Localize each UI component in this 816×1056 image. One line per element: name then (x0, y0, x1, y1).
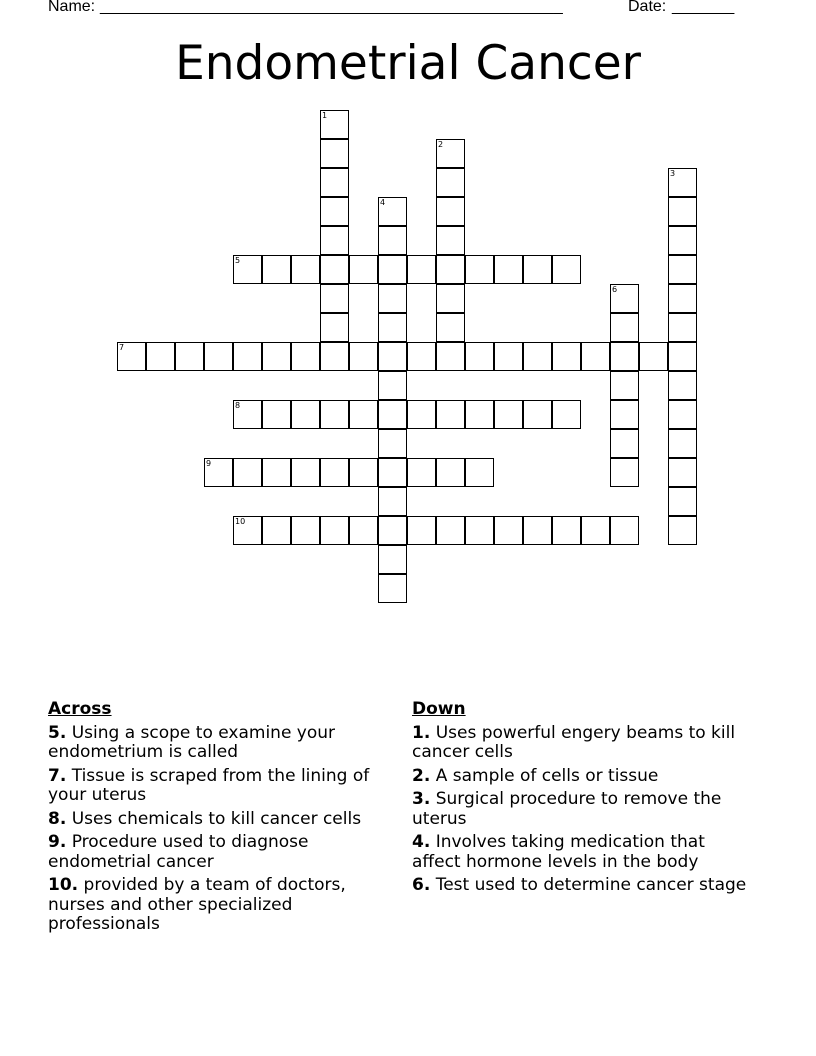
grid-cell[interactable] (378, 226, 407, 255)
grid-cell[interactable] (523, 516, 552, 545)
grid-cell[interactable] (668, 429, 697, 458)
grid-cell[interactable] (552, 342, 581, 371)
grid-cell[interactable] (378, 429, 407, 458)
grid-cell[interactable] (494, 255, 523, 284)
page-title: Endometrial Cancer (175, 36, 641, 91)
grid-cell[interactable] (204, 342, 233, 371)
cell-number: 2 (438, 140, 444, 149)
clue-text: Tissue is scraped from the lining of your uterus (48, 765, 370, 805)
grid-cell[interactable] (436, 255, 465, 284)
grid-cell[interactable] (378, 255, 407, 284)
grid-cell[interactable] (407, 342, 436, 371)
grid-cell[interactable] (378, 342, 407, 371)
grid-cell[interactable] (668, 516, 697, 545)
cell-number: 6 (612, 285, 618, 294)
grid-cell[interactable] (523, 400, 552, 429)
clue-text: Using a scope to examine your endometrium is called (48, 722, 336, 762)
clue-number: 2. (412, 765, 431, 786)
grid-cell[interactable] (668, 400, 697, 429)
grid-cell[interactable] (668, 226, 697, 255)
clue-text: Procedure used to diagnose endometrial cancer (48, 832, 309, 872)
grid-cell[interactable] (320, 516, 349, 545)
grid-cell[interactable] (291, 342, 320, 371)
grid-cell[interactable] (146, 342, 175, 371)
grid-cell[interactable] (668, 168, 697, 197)
grid-cell[interactable] (610, 371, 639, 400)
grid-cell[interactable] (407, 255, 436, 284)
name-label: Name: (48, 0, 96, 15)
grid-cell[interactable] (378, 487, 407, 516)
grid-cell[interactable] (494, 342, 523, 371)
grid-cell[interactable] (349, 458, 378, 487)
grid-cell[interactable] (668, 197, 697, 226)
cell-number: 3 (670, 169, 676, 178)
down-clues (412, 700, 757, 900)
grid-cell[interactable] (436, 226, 465, 255)
grid-cell[interactable] (465, 400, 494, 429)
grid-cell[interactable] (320, 197, 349, 226)
down-clue (412, 790, 757, 829)
grid-cell[interactable] (639, 342, 668, 371)
grid-cell[interactable] (668, 371, 697, 400)
grid-cell[interactable] (291, 255, 320, 284)
grid-cell[interactable] (552, 255, 581, 284)
grid-cell[interactable] (610, 342, 639, 371)
clue-text: provided by a team of doctors, nurses and other specialized professionals (48, 875, 346, 934)
cell-number: 9 (206, 459, 212, 468)
down-clue (412, 833, 757, 872)
grid-cell[interactable] (262, 255, 291, 284)
grid-cell[interactable] (291, 516, 320, 545)
down-clue (412, 767, 757, 787)
grid-cell[interactable] (610, 458, 639, 487)
grid-cell[interactable] (610, 516, 639, 545)
grid-cell[interactable] (436, 197, 465, 226)
across-clue (48, 724, 393, 763)
grid-cell[interactable] (320, 255, 349, 284)
grid-cell[interactable] (320, 139, 349, 168)
grid-cell[interactable] (436, 313, 465, 342)
across-clues (48, 700, 393, 939)
grid-cell[interactable] (233, 516, 262, 545)
grid-cell[interactable] (581, 342, 610, 371)
grid-cell[interactable] (291, 458, 320, 487)
clue-number: 4. (412, 832, 431, 852)
grid-cell[interactable] (436, 168, 465, 197)
grid-cell[interactable] (465, 458, 494, 487)
grid-cell[interactable] (668, 342, 697, 371)
clue-text: Uses powerful engery beams to kill cancer cells (412, 722, 736, 762)
grid-cell[interactable] (233, 458, 262, 487)
grid-cell[interactable] (349, 342, 378, 371)
grid-cell[interactable] (349, 400, 378, 429)
grid-cell[interactable] (407, 400, 436, 429)
grid-cell[interactable] (436, 342, 465, 371)
grid-cell[interactable] (320, 284, 349, 313)
clue-text: Uses chemicals to kill cancer cells (71, 808, 362, 829)
grid-cell[interactable] (436, 284, 465, 313)
grid-cell[interactable] (378, 400, 407, 429)
grid-cell[interactable] (378, 458, 407, 487)
grid-cell[interactable] (349, 255, 378, 284)
cell-number: 5 (235, 256, 241, 265)
clue-number: 10. (48, 875, 79, 895)
grid-cell[interactable] (320, 342, 349, 371)
cell-number: 1 (322, 111, 328, 120)
grid-cell[interactable] (378, 545, 407, 574)
clue-number: 1. (412, 722, 431, 743)
grid-cell[interactable] (465, 255, 494, 284)
grid-cell[interactable] (581, 516, 610, 545)
grid-cell[interactable] (523, 342, 552, 371)
grid-cell[interactable] (436, 139, 465, 168)
grid-cell[interactable] (465, 516, 494, 545)
down-clue (412, 724, 757, 763)
cell-number: 8 (235, 401, 241, 410)
grid-cell[interactable] (378, 284, 407, 313)
down-heading: Down (412, 699, 466, 719)
clue-text: Surgical procedure to remove the uterus (412, 789, 722, 829)
grid-cell[interactable] (320, 110, 349, 139)
date-label: Date: (628, 0, 667, 15)
across-clue (48, 833, 393, 872)
grid-cell[interactable] (494, 516, 523, 545)
grid-cell[interactable] (668, 255, 697, 284)
grid-cell[interactable] (436, 400, 465, 429)
clue-number: 7. (48, 765, 67, 786)
grid-cell[interactable] (494, 400, 523, 429)
across-heading: Across (48, 699, 112, 719)
clue-number: 3. (412, 789, 431, 809)
grid-cell[interactable] (291, 400, 320, 429)
across-clue (48, 810, 393, 830)
date-field[interactable]: _______ (672, 0, 735, 15)
grid-cell[interactable] (407, 516, 436, 545)
cell-number: 10 (235, 517, 246, 526)
grid-cell[interactable] (523, 255, 552, 284)
grid-cell[interactable] (320, 400, 349, 429)
cell-number: 4 (380, 198, 386, 207)
grid-cell[interactable] (262, 342, 291, 371)
clue-text: Involves taking medication that affect hormone levels in the body (412, 832, 705, 872)
cell-number: 7 (119, 343, 125, 352)
grid-cell[interactable] (668, 487, 697, 516)
grid-cell[interactable] (465, 342, 494, 371)
grid-cell[interactable] (262, 516, 291, 545)
grid-cell[interactable] (320, 226, 349, 255)
grid-cell[interactable] (378, 516, 407, 545)
across-clue (48, 876, 393, 935)
grid-cell[interactable] (552, 400, 581, 429)
grid-cell[interactable] (378, 197, 407, 226)
grid-cell[interactable] (610, 400, 639, 429)
grid-cell[interactable] (262, 400, 291, 429)
grid-cell[interactable] (436, 458, 465, 487)
grid-cell[interactable] (610, 429, 639, 458)
grid-cell[interactable] (262, 458, 291, 487)
grid-cell[interactable] (349, 516, 378, 545)
grid-cell[interactable] (610, 284, 639, 313)
clue-number: 9. (48, 832, 67, 852)
grid-cell[interactable] (668, 458, 697, 487)
down-clue (412, 876, 757, 896)
grid-cell[interactable] (610, 313, 639, 342)
grid-cell[interactable] (320, 313, 349, 342)
grid-cell[interactable] (407, 458, 436, 487)
grid-cell[interactable] (436, 516, 465, 545)
grid-cell[interactable] (378, 371, 407, 400)
grid-cell[interactable] (233, 255, 262, 284)
grid-cell[interactable] (204, 458, 233, 487)
grid-cell[interactable] (320, 168, 349, 197)
grid-cell[interactable] (378, 574, 407, 603)
grid-cell[interactable] (668, 313, 697, 342)
clue-text: Test used to determine cancer stage (435, 875, 747, 895)
grid-cell[interactable] (175, 342, 204, 371)
clue-number: 6. (412, 875, 431, 895)
grid-cell[interactable] (552, 516, 581, 545)
grid-cell[interactable] (233, 400, 262, 429)
grid-cell[interactable] (320, 458, 349, 487)
clue-number: 8. (48, 808, 67, 829)
across-clue (48, 767, 393, 806)
grid-cell[interactable] (117, 342, 146, 371)
clue-text: A sample of cells or tissue (435, 765, 659, 786)
name-field[interactable]: ____________________________________________________ (100, 0, 563, 15)
grid-cell[interactable] (233, 342, 262, 371)
grid-cell[interactable] (668, 284, 697, 313)
clue-number: 5. (48, 722, 67, 743)
grid-cell[interactable] (378, 313, 407, 342)
